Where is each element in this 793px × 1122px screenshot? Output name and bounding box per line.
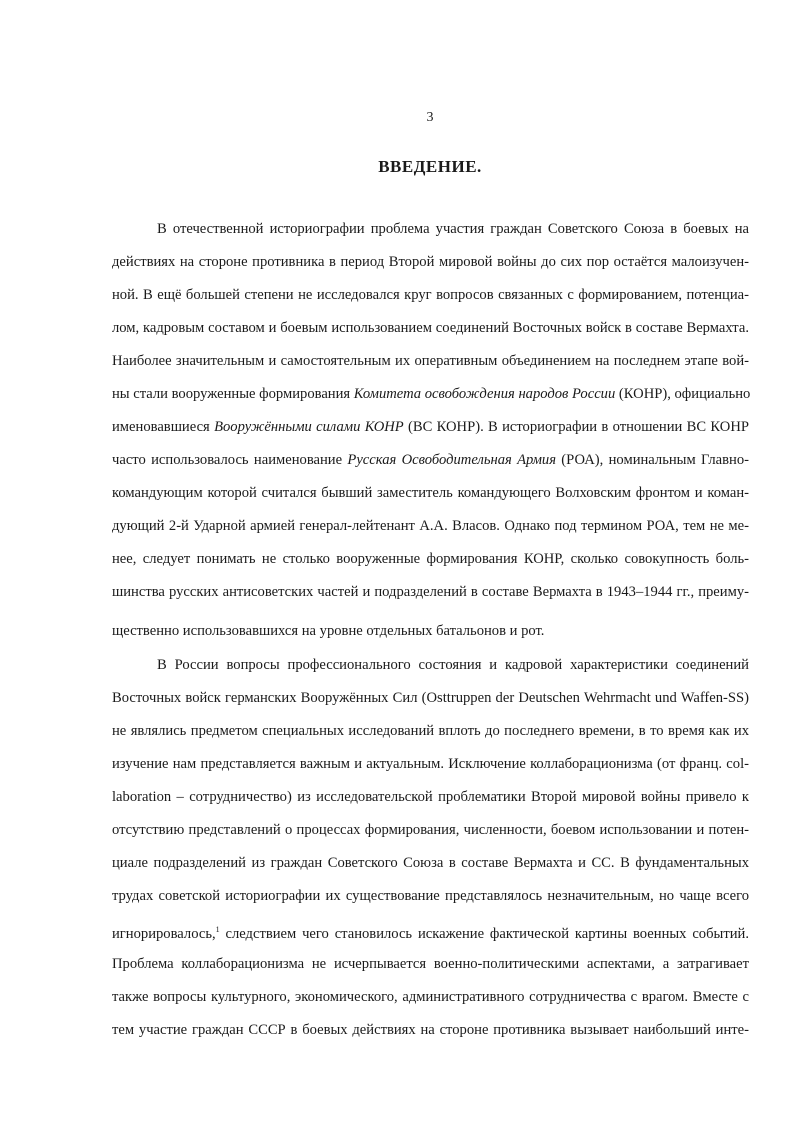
- line-text: изучение нам представляется важным и актуальным. Исключение коллаборационизма (от франц. col-: [112, 756, 749, 772]
- text-line: [112, 318, 749, 338]
- text-line: [112, 450, 749, 470]
- italic-term: Вооружёнными силами КОНР: [214, 419, 404, 435]
- text-line: [112, 252, 749, 272]
- line-text: Восточных войск германских Вооружённых Сил (Osttruppen der Deutschen Wehrmacht und Waffen-SS): [112, 690, 749, 706]
- line-text: лом, кадровым составом и боевым использованием соединений Восточных войск в составе Вермахта.: [112, 320, 749, 336]
- line-text: часто использовалось наименование: [112, 452, 348, 468]
- text-line: [112, 820, 749, 840]
- line-text: щественно использовавшихся на уровне отдельных батальонов и рот.: [112, 623, 545, 639]
- line-text-tail: (ВС КОНР). В историографии в отношении ВС КОНР: [403, 419, 749, 435]
- line-text-tail: (КОНР), официально: [615, 386, 751, 402]
- text-line: [112, 754, 749, 774]
- text-line: [112, 1020, 749, 1040]
- line-text: ны стали вооруженные формирования: [112, 386, 354, 402]
- text-line: [112, 516, 749, 536]
- line-text: действиях на стороне противника в период Второй мировой войны до сих пор остаётся малоизучен-: [112, 254, 749, 270]
- text-line: [112, 853, 749, 873]
- text-line: [157, 655, 749, 675]
- text-line: [112, 688, 749, 708]
- line-text: Наиболее значительным и самостоятельным их оперативным объединением на последнем этапе вой-: [112, 353, 749, 369]
- line-text: В России вопросы профессионального состояния и кадровой характеристики соединений: [157, 657, 749, 673]
- text-line: [112, 351, 749, 371]
- line-text: ной. В ещё большей степени не исследовался круг вопросов связанных с формированием, потенциа-: [112, 287, 749, 303]
- text-line: [112, 954, 749, 974]
- line-text: нее, следует понимать не столько вооруженные формирования КОНР, сколько совокупность боль-: [112, 551, 749, 567]
- line-text: шинства русских антисоветских частей и подразделений в составе Вермахта в 1943–1944 гг., преиму-: [112, 584, 749, 600]
- text-line: [112, 886, 749, 906]
- text-line: [112, 621, 749, 641]
- line-text: не являлись предметом специальных исследований вплоть до последнего времени, в то время как их: [112, 723, 749, 739]
- line-text-tail: (РОА), номинальным Главно-: [555, 452, 749, 468]
- text-line: [112, 384, 749, 404]
- line-text: laboration – сотрудничество) из исследовательской проблематики Второй мировой войны привело к: [112, 789, 749, 805]
- page-number: 3: [426, 110, 434, 125]
- line-text: также вопросы культурного, экономического, административного сотрудничества с врагом. Вместе с: [112, 989, 749, 1005]
- text-line: [112, 582, 749, 602]
- line-text: тем участие граждан СССР в боевых действиях на стороне противника вызывает наибольший инте-: [112, 1022, 749, 1038]
- italic-term: Комитета освобождения народов России: [353, 386, 616, 402]
- line-text: дующий 2-й Ударной армией генерал-лейтенант А.А. Власов. Однако под термином РОА, тем не ме-: [112, 518, 749, 534]
- line-text: отсутствию представлений о процессах формирования, численности, боевом использовании и потен-: [112, 822, 749, 838]
- line-text: именовавшиеся: [112, 419, 215, 435]
- line-text: командующим которой считался бывший заместитель командующего Волховским фронтом и коман-: [112, 485, 749, 501]
- text-line: [112, 549, 749, 569]
- text-line: [112, 417, 749, 437]
- text-line: [112, 920, 749, 944]
- line-text-tail: следствием чего становилось искажение фактической картины военных событий.: [219, 926, 749, 942]
- text-line: [112, 483, 749, 503]
- line-text: Проблема коллаборационизма не исчерпывается военно-политическими аспектами, а затрагивает: [112, 956, 749, 972]
- line-text: игнорировалось,: [112, 926, 216, 942]
- page-title: ВВЕДЕНИЕ.: [378, 157, 482, 176]
- text-line: [112, 787, 749, 807]
- text-line: [157, 219, 749, 239]
- italic-term: Русская Освободительная Армия: [347, 452, 556, 468]
- line-text: трудах советской историографии их существование представлялось незначительным, но чаще всего: [112, 888, 749, 904]
- footnote-marker[interactable]: 1: [215, 925, 220, 934]
- line-text: циале подразделений из граждан Советского Союза в составе Вермахта и СС. В фундаментальных: [112, 855, 749, 871]
- line-text: В отечественной историографии проблема участия граждан Советского Союза в боевых на: [157, 221, 749, 237]
- text-line: [112, 285, 749, 305]
- text-line: [112, 987, 749, 1007]
- text-line: [112, 721, 749, 741]
